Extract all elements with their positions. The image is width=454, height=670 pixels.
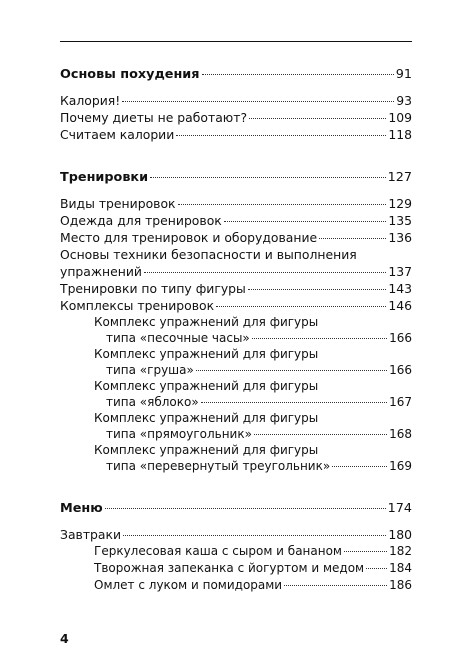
toc-heading-title: Тренировки bbox=[60, 170, 149, 185]
toc-entry-first-line: Основы техники безопасности и выполнения bbox=[60, 247, 357, 262]
dot-leader bbox=[344, 551, 387, 552]
dot-leader bbox=[284, 585, 387, 586]
toc-entry-title: Геркулесовая каша с сыром и бананом bbox=[94, 544, 342, 558]
dot-leader bbox=[105, 508, 386, 509]
toc-subentry[interactable] bbox=[60, 394, 412, 410]
toc-page-number: 169 bbox=[389, 459, 412, 473]
toc-page-number: 182 bbox=[389, 544, 412, 558]
toc-subentry-first-line: Комплекс упражнений для фигуры bbox=[94, 443, 319, 457]
toc-page-number: 166 bbox=[389, 363, 412, 377]
toc-subentry[interactable] bbox=[60, 362, 412, 378]
dot-leader bbox=[201, 402, 387, 403]
toc-entry[interactable] bbox=[60, 109, 412, 126]
toc-page-number: 93 bbox=[396, 93, 412, 108]
toc-page-number: 143 bbox=[388, 281, 412, 296]
top-rule bbox=[60, 41, 412, 42]
dot-leader bbox=[332, 466, 387, 467]
toc-entry-title: Калория! bbox=[60, 93, 121, 108]
toc-entry[interactable] bbox=[60, 92, 412, 109]
toc-entry[interactable] bbox=[60, 263, 412, 280]
dot-leader bbox=[216, 306, 386, 307]
dot-leader bbox=[249, 118, 386, 119]
toc-heading-title: Меню bbox=[60, 501, 103, 516]
toc-page-number: 186 bbox=[389, 578, 412, 592]
toc-page-number: 166 bbox=[389, 331, 412, 345]
toc-subentry[interactable] bbox=[60, 560, 412, 577]
toc-entry-title: Творожная запеканка с йогуртом и медом bbox=[94, 561, 365, 575]
toc-page-number: 109 bbox=[388, 110, 412, 125]
dot-leader bbox=[366, 568, 387, 569]
toc-heading-menu[interactable] bbox=[60, 500, 412, 517]
toc-entry[interactable] bbox=[60, 126, 412, 143]
toc-entry-title: типа «прямоугольник» bbox=[106, 427, 252, 441]
toc-entry-title: Место для тренировок и оборудование bbox=[60, 230, 318, 245]
toc-entry[interactable] bbox=[60, 526, 412, 543]
toc-entry[interactable] bbox=[60, 297, 412, 314]
toc-entry-title: типа «груша» bbox=[106, 363, 194, 377]
toc-subentry[interactable] bbox=[60, 426, 412, 442]
toc-entry-title: Комплексы тренировок bbox=[60, 298, 215, 313]
toc-entry-title: типа «перевернутый треугольник» bbox=[106, 459, 331, 473]
page-number: 4 bbox=[60, 631, 69, 646]
dot-leader bbox=[176, 135, 386, 136]
toc-entry-title: Считаем калории bbox=[60, 127, 175, 142]
toc-entry-title: Виды тренировок bbox=[60, 196, 176, 211]
toc-page-number: 137 bbox=[388, 264, 412, 279]
toc-subentry[interactable] bbox=[60, 330, 412, 346]
toc-page-number: 174 bbox=[387, 501, 412, 516]
toc-subentry[interactable] bbox=[60, 577, 412, 594]
toc-page-number: 168 bbox=[389, 427, 412, 441]
toc-page-number: 180 bbox=[388, 527, 412, 542]
dot-leader bbox=[254, 434, 387, 435]
toc-entry-title: типа «яблоко» bbox=[106, 395, 199, 409]
dot-leader bbox=[150, 177, 385, 178]
toc-page-number: 118 bbox=[388, 127, 412, 142]
toc-subentry[interactable] bbox=[60, 543, 412, 560]
toc-entry-title: Тренировки по типу фигуры bbox=[60, 281, 246, 296]
dot-leader bbox=[224, 221, 387, 222]
toc-page-number: 129 bbox=[388, 196, 412, 211]
table-of-contents bbox=[60, 66, 412, 594]
dot-leader bbox=[248, 289, 387, 290]
dot-leader bbox=[178, 204, 387, 205]
toc-entry-title: типа «песочные часы» bbox=[106, 331, 250, 345]
toc-heading-title: Основы похудения bbox=[60, 67, 200, 82]
dot-leader bbox=[123, 535, 386, 536]
toc-subentry-first-line: Комплекс упражнений для фигуры bbox=[94, 315, 319, 329]
toc-page-number: 91 bbox=[395, 67, 412, 82]
toc-entry-title: Почему диеты не работают? bbox=[60, 110, 248, 125]
dot-leader bbox=[319, 238, 386, 239]
toc-entry-title: Завтраки bbox=[60, 527, 122, 542]
dot-leader bbox=[122, 101, 394, 102]
toc-entry[interactable] bbox=[60, 195, 412, 212]
toc-page-number: 135 bbox=[388, 213, 412, 228]
toc-heading-weight-loss[interactable] bbox=[60, 66, 412, 83]
toc-page-number: 127 bbox=[387, 170, 412, 185]
dot-leader bbox=[202, 74, 394, 75]
dot-leader bbox=[252, 338, 387, 339]
toc-entry-title: упражнений bbox=[60, 264, 142, 279]
toc-page-number: 167 bbox=[389, 395, 412, 409]
toc-subentry[interactable] bbox=[60, 458, 412, 474]
dot-leader bbox=[144, 272, 386, 273]
toc-page-number: 184 bbox=[389, 561, 412, 575]
toc-heading-workouts[interactable] bbox=[60, 169, 412, 186]
toc-page-number: 136 bbox=[388, 230, 412, 245]
dot-leader bbox=[196, 370, 387, 371]
toc-subentry-first-line: Комплекс упражнений для фигуры bbox=[94, 347, 319, 361]
toc-entry[interactable] bbox=[60, 280, 412, 297]
toc-subentry-first-line: Комплекс упражнений для фигуры bbox=[94, 411, 319, 425]
toc-entry-title: Одежда для тренировок bbox=[60, 213, 222, 228]
toc-entry[interactable] bbox=[60, 229, 412, 246]
toc-entry[interactable] bbox=[60, 212, 412, 229]
toc-entry-title: Омлет с луком и помидорами bbox=[94, 578, 283, 592]
toc-subentry-first-line: Комплекс упражнений для фигуры bbox=[94, 379, 319, 393]
toc-page-number: 146 bbox=[388, 298, 412, 313]
